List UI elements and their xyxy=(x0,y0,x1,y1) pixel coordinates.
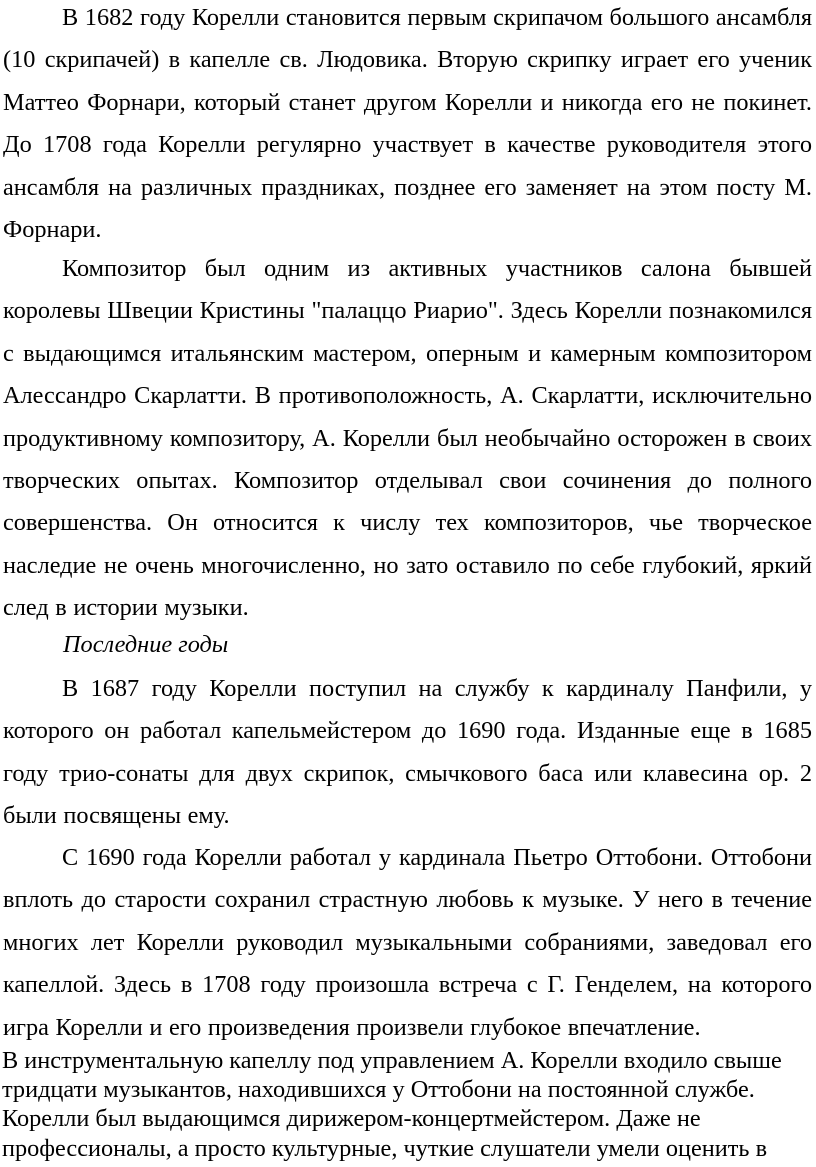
paragraph-1682-ensemble: В 1682 году Корелли становится первым скрипачом большого ансамбля (10 скрипачей) в капелле св. Людовика. Вторую скрипку играет его ученик Маттео Форнари, который станет другом Корелли и никогда его не покинет. До 1708 года Корелли регулярно участвует в качестве руководителя этого ансамбля на различных праздниках, позднее его заменяет на этом посту М. Форнари. xyxy=(3,4,812,244)
paragraph-panfili: В 1687 году Корелли поступил на службу к кардиналу Панфили, у которого он работал капельмейстером до 1690 года. Изданные еще в 1685 году трио-сонаты для двух скрипок, смычкового баса или клавесина ор. 2 были посвящены ему. xyxy=(3,675,812,830)
paragraph-salon-scarlatti: Композитор был одним из активных участников салона бывшей королевы Швеции Кристины "палаццо Риарио". Здесь Корелли познакомился с выдающимся итальянским мастером, оперным и камерным композитором Алессандро Скарлатти. В противоположность, А. Скарлатти, исключительно продуктивному композитору, А. Корелли был необычайно осторожен в своих творческих опытах. Композитор отделывал свои сочинения до полного совершенства. Он относится к числу тех композиторов, чье творческое наследие не очень многочисленно, но зато оставило по себе глубокий, яркий след в истории музыки. xyxy=(3,255,812,622)
paragraph-ottoboni: С 1690 года Корелли работал у кардинала Пьетро Оттобони. Оттобони вплоть до старости сохранил страстную любовь к музыке. У него в течение многих лет Корелли руководил музыкальными собраниями, заведовал его капеллой. Здесь в 1708 году произошла встреча с Г. Генделем, на которого игра Корелли и его произведения произвели глубокое впечатление. xyxy=(3,844,812,1041)
section-heading-last-years: Последние годы xyxy=(63,631,229,658)
paragraph-chapel-musicians: В инструментальную капеллу под управлением А. Корелли входило свыше тридцати музыкантов, находившихся у Оттобони на постоянной службе. Корелли был выдающимся дирижером-концертмейстером. Даже не профессионалы, а просто культурные, чуткие слушатели умели оценить в xyxy=(2,1047,782,1162)
